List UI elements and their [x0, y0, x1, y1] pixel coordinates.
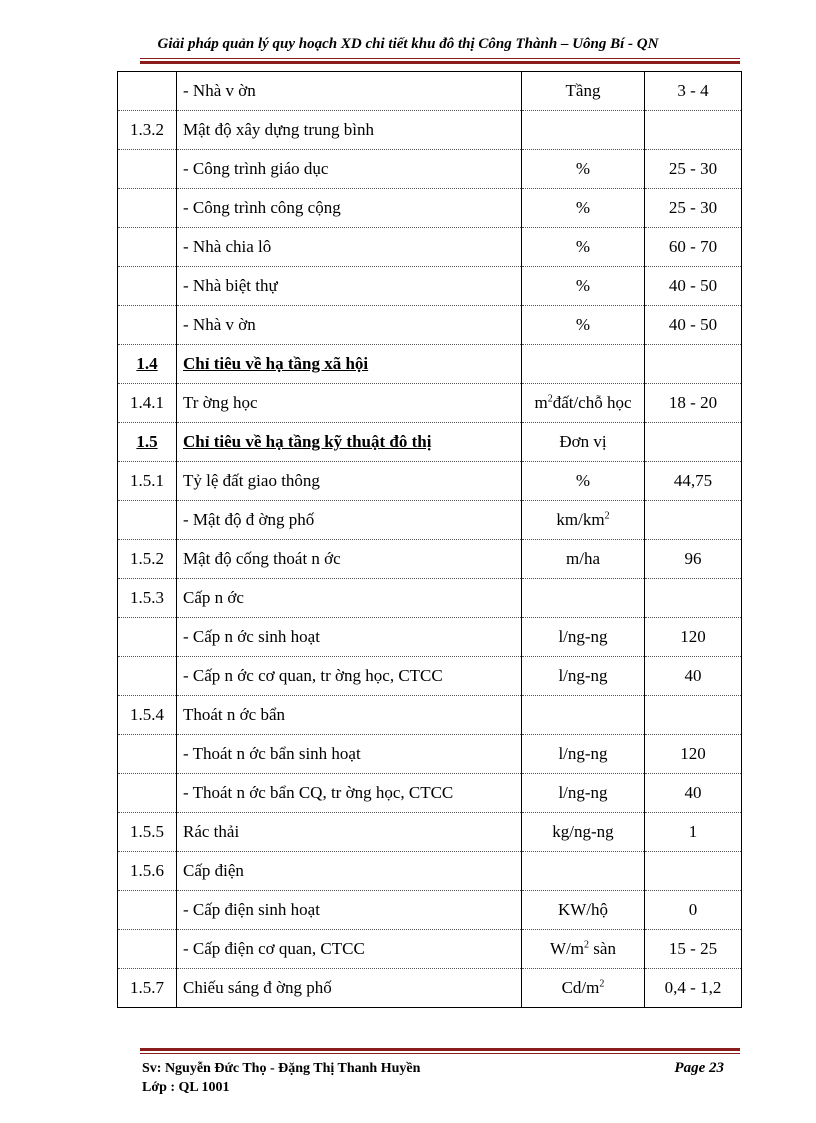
row-number — [118, 72, 177, 111]
footer-authors: Sv: Nguyễn Đức Thọ - Đặng Thị Thanh Huyền — [142, 1061, 421, 1076]
table-row — [118, 852, 742, 891]
row-number — [118, 267, 177, 306]
unit-superscript: 2 — [604, 510, 610, 522]
table-row — [118, 384, 742, 423]
row-unit — [522, 111, 645, 150]
row-unit: % — [522, 306, 645, 345]
row-value: 96 — [645, 540, 742, 579]
row-value: 1 — [645, 813, 742, 852]
footer-authors-block — [142, 1059, 420, 1097]
table-row — [118, 579, 742, 618]
row-unit: % — [522, 189, 645, 228]
row-value: 120 — [645, 735, 742, 774]
row-unit: % — [522, 228, 645, 267]
table-row — [118, 345, 742, 384]
row-value — [645, 579, 742, 618]
table-row — [118, 189, 742, 228]
table-row — [118, 813, 742, 852]
row-value: 25 - 30 — [645, 150, 742, 189]
unit-base: Cd/m — [561, 978, 600, 997]
row-item: - Nhà v ờn — [177, 72, 522, 111]
row-unit: m/ha — [522, 540, 645, 579]
table-row — [118, 72, 742, 111]
row-value: 120 — [645, 618, 742, 657]
unit-base: W/m — [550, 939, 585, 958]
row-number: 1.4.1 — [118, 384, 177, 423]
row-unit: l/ng-ng — [522, 735, 645, 774]
row-item: - Cấp điện cơ quan, CTCC — [177, 930, 522, 969]
table-row — [118, 111, 742, 150]
row-unit: l/ng-ng — [522, 657, 645, 696]
table-row — [118, 891, 742, 930]
row-item: - Cấp n ớc cơ quan, tr ờng học, CTCC — [177, 657, 522, 696]
row-value: 0,4 - 1,2 — [645, 969, 742, 1008]
row-number: 1.5.7 — [118, 969, 177, 1008]
row-value — [645, 345, 742, 384]
row-value — [645, 852, 742, 891]
row-number — [118, 891, 177, 930]
row-item: Tỷ lệ đất giao thông — [177, 462, 522, 501]
row-value: 3 - 4 — [645, 72, 742, 111]
row-value — [645, 423, 742, 462]
row-value — [645, 696, 742, 735]
row-value: 60 - 70 — [645, 228, 742, 267]
row-value: 40 - 50 — [645, 267, 742, 306]
row-unit — [522, 696, 645, 735]
row-unit: Đơn vị — [522, 423, 645, 462]
row-unit — [522, 930, 645, 969]
row-number — [118, 306, 177, 345]
table-row — [118, 462, 742, 501]
table-row — [118, 774, 742, 813]
row-number: 1.5 — [118, 423, 177, 462]
table-row — [118, 228, 742, 267]
row-number — [118, 930, 177, 969]
row-number: 1.4 — [118, 345, 177, 384]
row-item: - Nhà v ờn — [177, 306, 522, 345]
header-rule-thick — [140, 61, 740, 64]
unit-superscript: 2 — [547, 393, 553, 405]
row-number: 1.5.5 — [118, 813, 177, 852]
table-row — [118, 150, 742, 189]
row-item: - Cấp n ớc sinh hoạt — [177, 618, 522, 657]
table-row — [118, 540, 742, 579]
row-value — [645, 111, 742, 150]
row-item: Cấp điện — [177, 852, 522, 891]
table-row — [118, 696, 742, 735]
row-item: - Cấp điện sinh hoạt — [177, 891, 522, 930]
row-value: 40 - 50 — [645, 306, 742, 345]
row-unit — [522, 579, 645, 618]
row-value: 25 - 30 — [645, 189, 742, 228]
table-row — [118, 618, 742, 657]
unit-superscript: 2 — [584, 939, 590, 951]
table-row — [118, 930, 742, 969]
row-number: 1.5.1 — [118, 462, 177, 501]
row-unit — [522, 852, 645, 891]
row-value — [645, 501, 742, 540]
row-item: - Thoát n ớc bẩn CQ, tr ờng học, CTCC — [177, 774, 522, 813]
row-number — [118, 189, 177, 228]
header-rule-thin — [140, 58, 740, 59]
unit-base: m — [534, 393, 548, 412]
row-value: 44,75 — [645, 462, 742, 501]
table-row — [118, 267, 742, 306]
unit-base: km/km — [556, 510, 605, 529]
spec-table — [117, 71, 742, 1008]
row-item: Mật độ xây dựng trung bình — [177, 111, 522, 150]
row-item: - Nhà biệt thự — [177, 267, 522, 306]
row-number — [118, 657, 177, 696]
row-item: - Công trình công cộng — [177, 189, 522, 228]
footer-class: Lớp : QL 1001 — [142, 1080, 230, 1095]
row-number: 1.3.2 — [118, 111, 177, 150]
row-number — [118, 735, 177, 774]
unit-rest: sàn — [589, 939, 616, 958]
row-item: Chỉ tiêu về hạ tầng kỹ thuật đô thị — [177, 423, 522, 462]
spec-table-body — [118, 72, 742, 1008]
row-value: 0 — [645, 891, 742, 930]
row-unit: l/ng-ng — [522, 618, 645, 657]
row-number: 1.5.6 — [118, 852, 177, 891]
row-value: 18 - 20 — [645, 384, 742, 423]
row-item: Rác thải — [177, 813, 522, 852]
footer-rule-thick — [140, 1048, 740, 1051]
row-unit: Tầng — [522, 72, 645, 111]
row-item: - Thoát n ớc bẩn sinh hoạt — [177, 735, 522, 774]
table-row — [118, 969, 742, 1008]
row-unit — [522, 345, 645, 384]
table-row — [118, 735, 742, 774]
row-number — [118, 618, 177, 657]
row-item: - Mật độ đ ờng phố — [177, 501, 522, 540]
row-value: 40 — [645, 774, 742, 813]
row-unit — [522, 501, 645, 540]
row-unit — [522, 969, 645, 1008]
row-value: 40 — [645, 657, 742, 696]
row-item: - Công trình giáo dục — [177, 150, 522, 189]
row-item: Chiếu sáng đ ờng phố — [177, 969, 522, 1008]
table-row — [118, 657, 742, 696]
row-item: Chỉ tiêu về hạ tầng xã hội — [177, 345, 522, 384]
row-number — [118, 228, 177, 267]
row-unit: l/ng-ng — [522, 774, 645, 813]
page-header-title: Giải pháp quản lý quy hoạch XD chi tiết khu đô thị Công Thành – Uông Bí - QN — [157, 36, 659, 52]
table-row — [118, 306, 742, 345]
row-item: Tr ờng học — [177, 384, 522, 423]
row-unit: kg/ng-ng — [522, 813, 645, 852]
row-value: 15 - 25 — [645, 930, 742, 969]
row-unit: KW/hộ — [522, 891, 645, 930]
row-unit: % — [522, 462, 645, 501]
unit-rest: đất/chỗ học — [552, 393, 632, 412]
row-number — [118, 774, 177, 813]
page-number: Page 23 — [674, 1060, 724, 1076]
unit-superscript: 2 — [599, 978, 605, 990]
table-row — [118, 423, 742, 462]
row-number — [118, 150, 177, 189]
table-row — [118, 501, 742, 540]
row-number: 1.5.3 — [118, 579, 177, 618]
row-item: Mật độ cống thoát n ớc — [177, 540, 522, 579]
row-item: - Nhà chia lô — [177, 228, 522, 267]
row-number: 1.5.2 — [118, 540, 177, 579]
row-unit: % — [522, 150, 645, 189]
row-item: Thoát n ớc bẩn — [177, 696, 522, 735]
row-item: Cấp n ớc — [177, 579, 522, 618]
row-number: 1.5.4 — [118, 696, 177, 735]
footer-rule-thin — [140, 1053, 740, 1054]
row-unit: % — [522, 267, 645, 306]
row-number — [118, 501, 177, 540]
row-unit — [522, 384, 645, 423]
